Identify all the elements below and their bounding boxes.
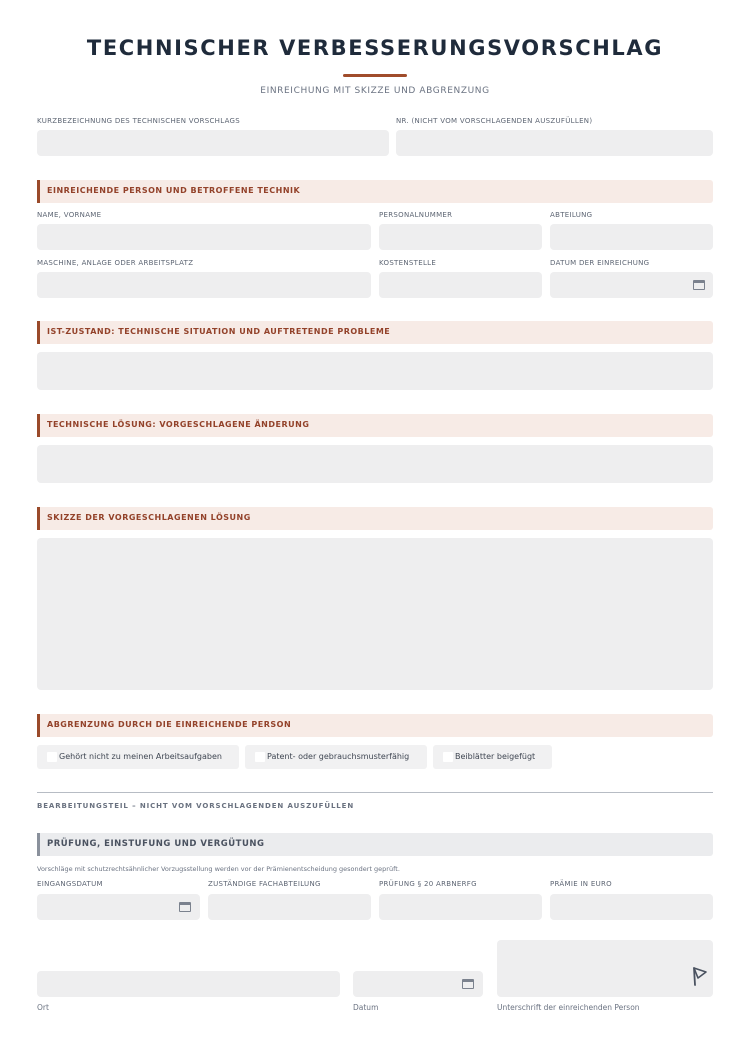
section-delimitation-header (37, 714, 713, 737)
form-title: TECHNISCHER VERBESSERUNGSVORSCHLAG (86, 36, 664, 60)
checkbox-label: Beiblätter beigefügt (455, 752, 536, 761)
checkbox-patentable[interactable] (245, 745, 427, 769)
bonus-label: PRÄMIE IN EURO (550, 880, 612, 888)
legal-check-field[interactable] (379, 894, 542, 920)
number-field[interactable] (396, 130, 713, 156)
current-state-field[interactable] (37, 352, 713, 390)
checkbox-label: Gehört nicht zu meinen Arbeitsaufgaben (59, 752, 222, 761)
machine-label: MASCHINE, ANLAGE ODER ARBEITSPLATZ (37, 259, 194, 267)
checkbox-box[interactable] (443, 752, 453, 762)
cost-center-field[interactable] (379, 272, 542, 298)
checkbox-box[interactable] (47, 752, 57, 762)
short-title-label: KURZBEZEICHNUNG DES TECHNISCHEN VORSCHLAGS (37, 117, 241, 125)
solution-field[interactable] (37, 445, 713, 483)
cost-center-label: KOSTENSTELLE (379, 259, 437, 267)
checkbox-label: Patent- oder gebrauchsmusterfähig (267, 752, 410, 761)
machine-field[interactable] (37, 272, 371, 298)
signature-field[interactable] (497, 940, 713, 997)
signature-date-field[interactable] (353, 971, 483, 997)
signature-label: Unterschrift der einreichenden Person (497, 1003, 640, 1012)
signature-date-label: Datum (353, 1003, 379, 1012)
checkbox-not-work-duty[interactable] (37, 745, 239, 769)
place-label: Ort (37, 1003, 49, 1012)
section-solution-header (37, 414, 713, 437)
section-person-header (37, 180, 713, 203)
bonus-field[interactable] (550, 894, 713, 920)
number-label: NR. (NICHT VOM VORSCHLAGENDEN AUSZUFÜLLEN) (396, 117, 593, 125)
department-label: ABTEILUNG (550, 211, 593, 219)
responsible-department-field[interactable] (208, 894, 371, 920)
received-date-label: EINGANGSDATUM (37, 880, 103, 888)
calendar-icon[interactable] (179, 902, 191, 912)
checkbox-attachments[interactable] (433, 745, 552, 769)
section-sketch-header (37, 507, 713, 530)
short-title-field[interactable] (37, 130, 389, 156)
review-note: Vorschläge mit schutzrechtsähnlicher Vorzugsstellung werden vor der Prämienentscheidung gesondert geprüft. (37, 865, 400, 873)
section-review-title: PRÜFUNG, EINSTUFUNG UND VERGÜTUNG (47, 839, 265, 849)
section-current-title: IST-ZUSTAND: TECHNISCHE SITUATION UND AUFTRETENDE PROBLEME (47, 327, 391, 336)
received-date-field[interactable] (37, 894, 200, 920)
checkbox-box[interactable] (255, 752, 265, 762)
section-review-header (37, 833, 713, 856)
section-solution-title: TECHNISCHE LÖSUNG: VORGESCHLAGENE ÄNDERUNG (47, 420, 310, 429)
name-label: NAME, VORNAME (37, 211, 102, 219)
legal-check-label: PRÜFUNG § 20 ARBNERFG (379, 880, 477, 888)
responsible-department-label: ZUSTÄNDIGE FACHABTEILUNG (208, 880, 321, 888)
section-sketch-title: SKIZZE DER VORGESCHLAGENEN LÖSUNG (47, 513, 251, 522)
submission-date-label: DATUM DER EINREICHUNG (550, 259, 650, 267)
office-use-label: BEARBEITUNGSTEIL – NICHT VOM VORSCHLAGENDEN AUSZUFÜLLEN (37, 802, 355, 810)
personnel-number-field[interactable] (379, 224, 542, 250)
place-field[interactable] (37, 971, 340, 997)
section-delimitation-title: ABGRENZUNG DURCH DIE EINREICHENDE PERSON (47, 720, 292, 729)
calendar-icon[interactable] (693, 280, 705, 290)
personnel-number-label: PERSONALNUMMER (379, 211, 453, 219)
section-current-header (37, 321, 713, 344)
title-underline (343, 74, 407, 77)
submission-date-field[interactable] (550, 272, 713, 298)
department-field[interactable] (550, 224, 713, 250)
section-person-title: EINREICHENDE PERSON UND BETROFFENE TECHNIK (47, 186, 301, 195)
name-field[interactable] (37, 224, 371, 250)
signature-pen-icon (692, 967, 708, 987)
calendar-icon[interactable] (462, 979, 474, 989)
sketch-area[interactable] (37, 538, 713, 690)
office-divider (37, 792, 713, 793)
form-subtitle: EINREICHUNG MIT SKIZZE UND ABGRENZUNG (260, 86, 490, 96)
